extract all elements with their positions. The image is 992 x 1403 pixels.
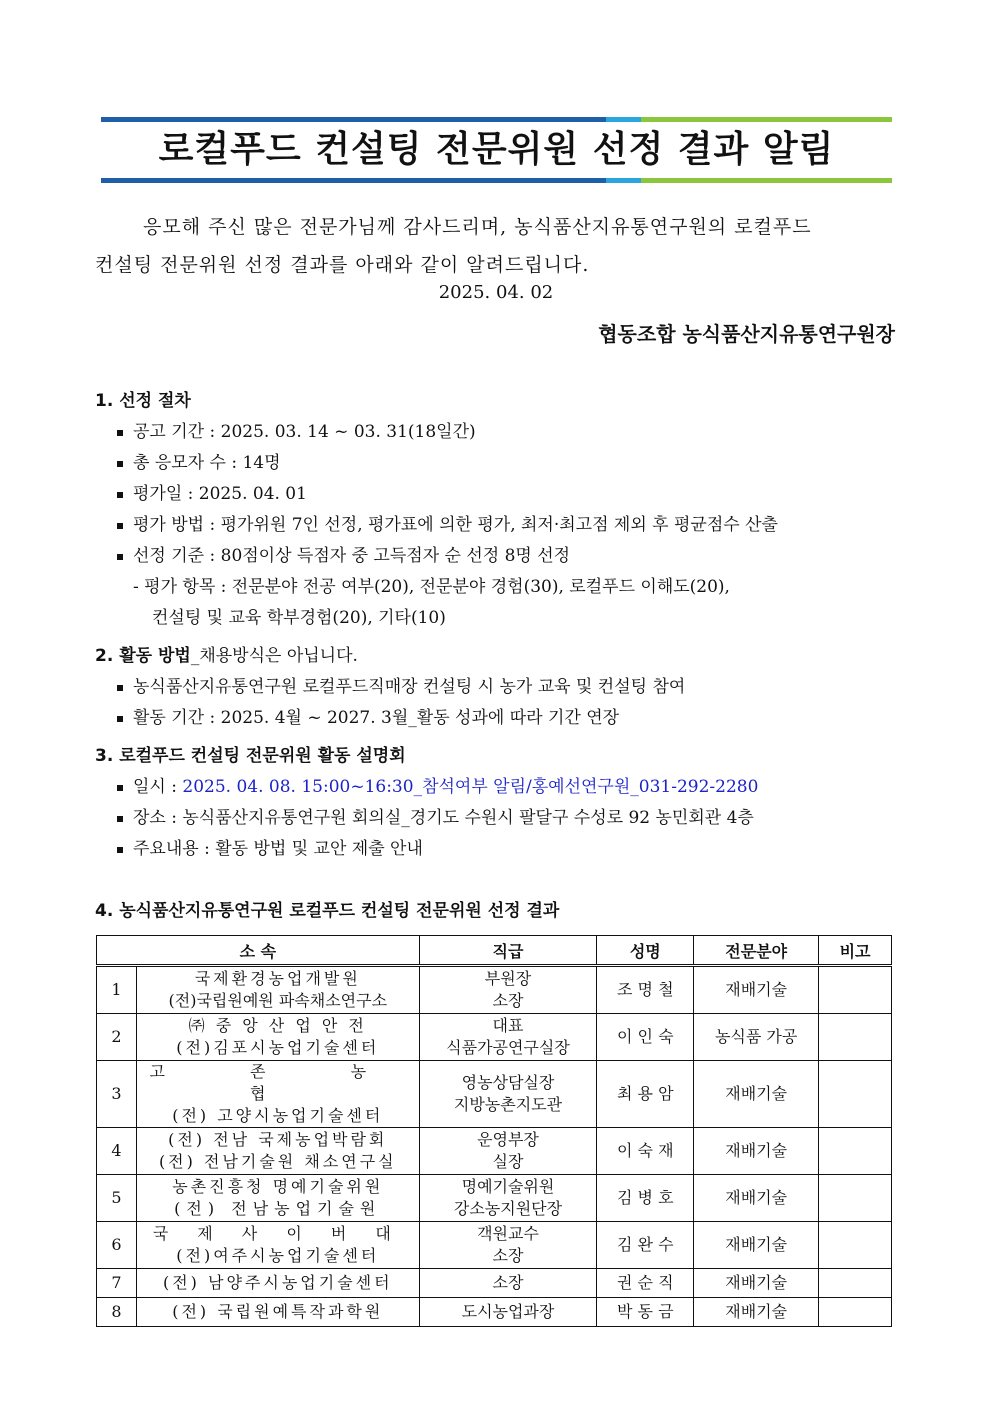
note-cell xyxy=(819,1269,892,1298)
table-row xyxy=(97,966,892,1014)
bullet-icon xyxy=(117,430,123,436)
bullet-icon xyxy=(117,523,123,529)
header-note: 비고 xyxy=(819,936,892,966)
field-cell: 재배기술 xyxy=(694,1222,819,1269)
table-row xyxy=(97,1222,892,1269)
list-item: 평가 방법 : 평가위원 7인 선정, 평가표에 의한 평가, 최저·최고점 제외 후 평균점수 산출 xyxy=(95,510,778,541)
name-cell: 최 용 암 xyxy=(597,1061,694,1128)
title-block xyxy=(101,117,892,183)
bullet-icon xyxy=(117,847,123,853)
bullet-icon xyxy=(117,816,123,822)
bullet-icon xyxy=(117,461,123,467)
document-title: 로컬푸드 컨설팅 전문위원 선정 결과 알림 xyxy=(158,129,835,170)
row-number: 6 xyxy=(97,1222,137,1269)
list-item: 활동 기간 : 2025. 4월 ~ 2027. 3월_활동 성과에 따라 기간 연장 xyxy=(95,703,685,734)
field-cell: 재배기술 xyxy=(694,966,819,1014)
title-bottom-bar xyxy=(101,178,892,183)
affiliation-cell: (전) 전남 국제농업박람회 (전) 전남기술원 채소연구실 xyxy=(136,1128,419,1175)
note-cell xyxy=(819,1014,892,1061)
field-cell: 농식품 가공 xyxy=(694,1014,819,1061)
row-number: 5 xyxy=(97,1175,137,1222)
position-cell: 대표 식품가공연구실장 xyxy=(419,1014,597,1061)
list-item: 주요내용 : 활동 방법 및 교안 제출 안내 xyxy=(95,834,758,865)
intro-paragraph xyxy=(95,208,895,284)
section-activity-method xyxy=(95,641,685,734)
table-row xyxy=(97,1298,892,1327)
header-name: 성명 xyxy=(597,936,694,966)
table-row xyxy=(97,1269,892,1298)
result-table xyxy=(96,935,892,1327)
bullet-icon xyxy=(117,492,123,498)
affiliation-cell: 국제환경농업개발원 (전)국립원예원 파속채소연구소 xyxy=(136,966,419,1014)
field-cell: 재배기술 xyxy=(694,1175,819,1222)
section-selection-result xyxy=(95,896,559,927)
position-cell: 부원장 소장 xyxy=(419,966,597,1014)
list-item: 일시 : 2025. 04. 08. 15:00~16:30_참석여부 알림/홍예선연구원_031-292-2280 xyxy=(95,772,758,803)
bullet-icon xyxy=(117,716,123,722)
list-item: 장소 : 농식품산지유통연구원 회의실_경기도 수원시 팔달구 수성로 92 농민회관 4층 xyxy=(95,803,758,834)
bullet-icon xyxy=(117,554,123,560)
list-item: 공고 기간 : 2025. 03. 14 ~ 03. 31(18일간) xyxy=(95,417,778,448)
position-cell: 명예기술위원 강소농지원단장 xyxy=(419,1175,597,1222)
table-row xyxy=(97,1061,892,1128)
affiliation-cell: ㈜ 중 앙 산 업 안 전 (전)김포시농업기술센터 xyxy=(136,1014,419,1061)
row-number: 2 xyxy=(97,1014,137,1061)
table-row xyxy=(97,1128,892,1175)
note-cell xyxy=(819,1175,892,1222)
evaluation-items-line-1: - 평가 항목 : 전문분야 전공 여부(20), 전문분야 경험(30), 로컬푸드 이해도(20), xyxy=(133,577,730,597)
field-cell: 재배기술 xyxy=(694,1128,819,1175)
name-cell: 박 동 금 xyxy=(597,1298,694,1327)
table-row xyxy=(97,1014,892,1061)
row-number: 7 xyxy=(97,1269,137,1298)
intro-line-1: 응모해 주신 많은 전문가님께 감사드리며, 농식품산지유통연구원의 로컬푸드 xyxy=(143,216,812,238)
evaluation-items-line-2: 컨설팅 및 교육 학부경험(20), 기타(10) xyxy=(152,608,446,628)
name-cell: 김 완 수 xyxy=(597,1222,694,1269)
section-selection-procedure xyxy=(95,386,778,634)
header-field: 전문분야 xyxy=(694,936,819,966)
intro-line-2: 컨설팅 전문위원 선정 결과를 아래와 같이 알려드립니다. xyxy=(95,254,590,276)
name-cell: 이 인 숙 xyxy=(597,1014,694,1061)
row-number: 4 xyxy=(97,1128,137,1175)
affiliation-cell: (전) 국립원예특작과학원 xyxy=(136,1298,419,1327)
note-cell xyxy=(819,1222,892,1269)
name-cell: 이 숙 재 xyxy=(597,1128,694,1175)
header-affiliation: 소 속 xyxy=(97,936,420,966)
affiliation-cell: 농촌진흥청 명예기술위원 (전) 전남농업기술원 xyxy=(136,1175,419,1222)
list-item: 선정 기준 : 80점이상 득점자 중 고득점자 순 선정 8명 선정 xyxy=(95,541,778,572)
note-cell xyxy=(819,966,892,1014)
note-cell xyxy=(819,1061,892,1128)
sender: 협동조합 농식품산지유통연구원장 xyxy=(598,322,895,346)
section-heading: 1. 선정 절차 xyxy=(95,391,191,411)
affiliation-cell: (전) 남양주시농업기술센터 xyxy=(136,1269,419,1298)
position-cell: 객원교수 소장 xyxy=(419,1222,597,1269)
affiliation-cell: 고 존 농 협 (전) 고양시농업기술센터 xyxy=(136,1061,419,1128)
name-cell: 김 병 호 xyxy=(597,1175,694,1222)
affiliation-cell: 국 제 사 이 버 대 (전)여주시농업기술센터 xyxy=(136,1222,419,1269)
section-heading: 4. 농식품산지유통연구원 로컬푸드 컨설팅 전문위원 선정 결과 xyxy=(95,901,560,921)
field-cell: 재배기술 xyxy=(694,1061,819,1128)
list-item: 농식품산지유통연구원 로컬푸드직매장 컨설팅 시 농가 교육 및 컨설팅 참여 xyxy=(95,672,685,703)
position-cell: 운영부장 실장 xyxy=(419,1128,597,1175)
document-date: 2025. 04. 02 xyxy=(438,282,554,303)
list-item: 평가일 : 2025. 04. 01 xyxy=(95,479,778,510)
field-cell: 재배기술 xyxy=(694,1298,819,1327)
row-number: 8 xyxy=(97,1298,137,1327)
position-cell: 소장 xyxy=(419,1269,597,1298)
note-cell xyxy=(819,1298,892,1327)
row-number: 1 xyxy=(97,966,137,1014)
name-cell: 조 명 철 xyxy=(597,966,694,1014)
section-heading: 3. 로컬푸드 컨설팅 전문위원 활동 설명회 xyxy=(95,746,406,766)
position-cell: 도시농업과장 xyxy=(419,1298,597,1327)
field-cell: 재배기술 xyxy=(694,1269,819,1298)
header-position: 직급 xyxy=(419,936,597,966)
list-item: 총 응모자 수 : 14명 xyxy=(95,448,778,479)
bullet-icon xyxy=(117,685,123,691)
bullet-icon xyxy=(117,785,123,791)
section-heading: 2. 활동 방법_채용방식은 아닙니다. xyxy=(95,646,358,666)
note-cell xyxy=(819,1128,892,1175)
section-briefing-session xyxy=(95,741,758,865)
briefing-schedule: 2025. 04. 08. 15:00~16:30_참석여부 알림/홍예선연구원_031-292-2280 xyxy=(182,777,759,797)
name-cell: 권 순 직 xyxy=(597,1269,694,1298)
table-row xyxy=(97,1175,892,1222)
row-number: 3 xyxy=(97,1061,137,1128)
position-cell: 영농상담실장 지방농촌지도관 xyxy=(419,1061,597,1128)
